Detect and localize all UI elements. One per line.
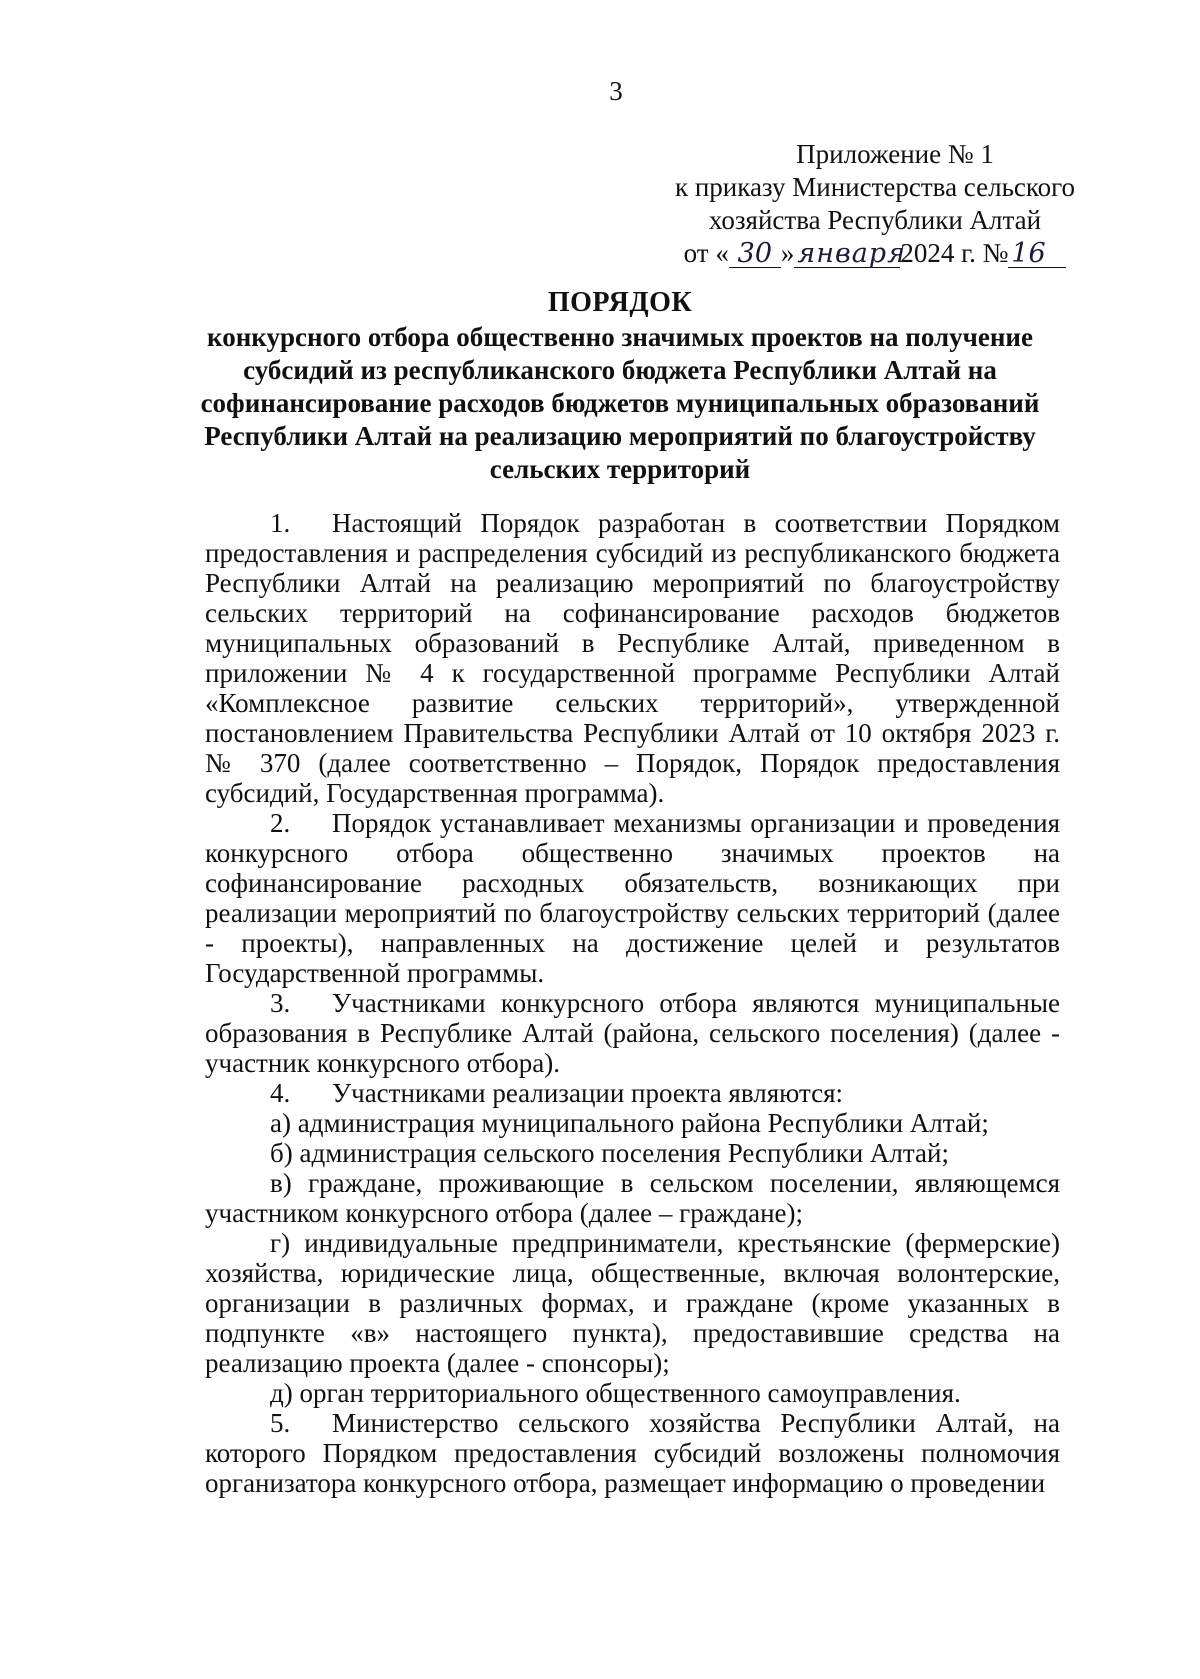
appendix-date-line [660, 237, 1090, 270]
paragraph-number: 5. [270, 1408, 291, 1438]
subitem-b: б) администрация сельского поселения Республики Алтай; [270, 1138, 949, 1168]
handwritten-order-number: 16 [1008, 241, 1066, 268]
subitem-v: в) граждане, проживающие в сельском поселении, являющемся участником конкурсного отбора (далее – граждане); [205, 1168, 1060, 1228]
paragraph-text: Участниками реализации проекта являются: [332, 1078, 843, 1108]
paragraph-text: Порядок устанавливает механизмы организации и проведения конкурсного отбора общественно значимых проектов на софинансирование расходных обязательств, возникающих при реализации мероприятий по благоустройству сельских территорий (далее - проекты), направленных на достижение целей и результатов Государственной программы. [205, 808, 1060, 988]
paragraph-3 [205, 988, 1060, 1078]
date-mid: » [780, 238, 795, 268]
paragraph-5 [205, 1408, 1060, 1498]
paragraph-2 [205, 808, 1060, 988]
handwritten-day: 30 [729, 241, 781, 268]
page-number: 3 [609, 76, 623, 106]
paragraph-number: 3. [270, 988, 291, 1018]
paragraph-text: Настоящий Порядок разработан в соответствии Порядком предоставления и распределения субсидий из республиканского бюджета Республики Алтай на реализацию мероприятий по благоустройству сельских территорий на софинансирование расходов бюджетов муниципальных образований в Республике Алтай, приведенном в приложении № 4 к государственной программе Республики Алтай «Комплексное развитие сельских территорий», утвержденной постановлением Правительства Республики Алтай от 10 октября 2023 г. № 370 (далее соответственно – Порядок, Порядок предоставления субсидий, Государственная программа). [205, 508, 1060, 808]
paragraph-text: Министерство сельского хозяйства Республики Алтай, на которого Порядком предоставления субсидий возложены полномочия организатора конкурсного отбора, размещает информацию о проведении [205, 1408, 1060, 1498]
title-heading: ПОРЯДОК [547, 287, 693, 318]
appendix-order-line: к приказу Министерства сельского [674, 172, 1076, 202]
appendix-ministry-line: хозяйства Республики Алтай [708, 205, 1042, 235]
subitem-a: а) администрация муниципального района Республики Алтай; [270, 1108, 989, 1138]
date-year: 2024 г. № [900, 238, 1009, 268]
paragraph-number: 1. [270, 508, 291, 538]
paragraph-1 [205, 508, 1060, 808]
paragraph-text: Участниками конкурсного отбора являются муниципальные образования в Республике Алтай (района, сельского поселения) (далее - участник конкурсного отбора). [205, 988, 1060, 1078]
document-body [205, 508, 1060, 1498]
appendix-block [660, 138, 1090, 270]
handwritten-month: января [794, 241, 900, 268]
title-subtitle: конкурсного отбора общественно значимых проектов на получение субсидий из республиканского бюджета Республики Алтай на софинансирование расходов бюджетов муниципальных образований Республики Алтай на реализацию мероприятий по благоустройству сельских территорий [200, 322, 1040, 484]
date-prefix: от « [683, 238, 729, 268]
appendix-title: Приложение № 1 [796, 139, 994, 169]
subitem-g: г) индивидуальные предприниматели, крестьянские (фермерские) хозяйства, юридические лица, общественные, включая волонтерские, организации в различных формах, и граждане (кроме указанных в подпункте «в» настоящего пункта), предоставившие средства на реализацию проекта (далее - спонсоры); [205, 1228, 1060, 1378]
paragraph-number: 4. [270, 1078, 291, 1108]
document-title [190, 286, 1050, 486]
subitem-d: д) орган территориального общественного самоуправления. [270, 1378, 961, 1408]
paragraph-number: 2. [270, 808, 291, 838]
paragraph-4 [205, 1078, 1060, 1108]
